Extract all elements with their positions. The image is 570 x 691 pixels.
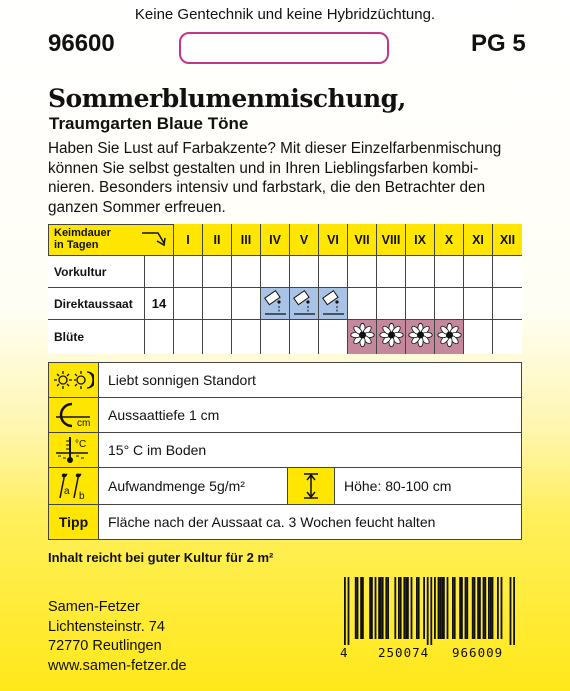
keimdauer-header (48, 224, 174, 256)
location-row (48, 362, 522, 398)
barcode-bar (513, 577, 515, 645)
plant-height-icon (287, 468, 335, 504)
flower-icon (377, 320, 406, 354)
company-address (48, 598, 187, 676)
sowing-seed-icon (319, 288, 348, 320)
calendar-cell (464, 288, 493, 320)
month-header: III (232, 224, 261, 256)
a-label: a (63, 486, 70, 497)
calendar-cell (261, 256, 290, 288)
barcode-group-2: 966009 (452, 645, 504, 660)
gmo-free-note: Keine Gentechnik und keine Hybridzüchtung. (134, 6, 436, 23)
flower-icon (348, 320, 377, 354)
calendar-cell (464, 320, 493, 354)
amount-row (48, 467, 522, 505)
calendar-cell (493, 256, 522, 288)
barcode-bar (360, 577, 362, 639)
month-header: VIII (377, 224, 406, 256)
height-text: Höhe: 80-100 cm (344, 478, 452, 494)
company-street: Lichtensteinstr. 74 (48, 618, 165, 635)
barcode-bar (454, 577, 456, 639)
company-city: 72770 Reutlingen (48, 638, 162, 654)
barcode-bar (497, 577, 499, 639)
sowing-depth-icon (49, 398, 99, 432)
article-number: 96600 (48, 30, 115, 57)
barcode-bar (378, 577, 380, 639)
month-header: XI (464, 224, 493, 256)
barcode-bar (472, 577, 474, 639)
barcode-bar (501, 577, 503, 639)
barcode-bar (385, 577, 387, 639)
company-website: www.samen-fetzer.de (48, 657, 187, 674)
arrow-down-right-icon (140, 230, 168, 250)
barcode-bar (438, 577, 440, 639)
barcode-bar (403, 577, 405, 639)
germination-days-cell (145, 320, 174, 354)
barcode-bar (394, 577, 396, 639)
barcode-bar (348, 577, 350, 645)
month-header: II (203, 224, 232, 256)
sun-halfshade-icon (49, 363, 99, 397)
price-label-box (179, 32, 389, 64)
flower-icon (406, 320, 435, 354)
barcode-first-digit: 4 (340, 645, 348, 660)
barcode-bar (488, 577, 490, 639)
location-text: Liebt sonnigen Standort (108, 372, 256, 388)
calendar-cell (435, 288, 464, 320)
barcode-bar (439, 577, 441, 639)
barcode-bar (371, 577, 373, 639)
germination-days-cell (145, 256, 174, 288)
barcode-bar (423, 577, 425, 639)
description-line: nieren. Besonders intensiv und farbstark, die den Betrachter den (48, 179, 486, 197)
barcode-bar (466, 577, 468, 639)
calendar-cell (203, 256, 232, 288)
b-label: b (78, 491, 85, 502)
barcode-bar (344, 577, 346, 645)
temperature-text: 15° C im Boden (108, 442, 207, 458)
product-description (48, 139, 528, 217)
barcode-bar (387, 577, 389, 639)
sowing-seed-icon (261, 288, 290, 320)
price-group: PG 5 (471, 30, 526, 57)
row-spacing-icon (49, 468, 99, 504)
keimdauer-unit-label: in Tagen (54, 239, 99, 251)
barcode-bar (405, 577, 407, 639)
calendar-cell (406, 256, 435, 288)
tip-row (48, 504, 522, 540)
product-title-text: Sommerblumenmischung (48, 84, 398, 113)
depth-row (48, 397, 522, 433)
calendar-cell (377, 256, 406, 288)
depth-text: Aussaattiefe 1 cm (108, 407, 220, 423)
calendar-cell (232, 288, 261, 320)
calendar-cell (261, 320, 290, 354)
barcode-bar (492, 577, 494, 639)
month-header: V (290, 224, 319, 256)
barcode-bar (434, 577, 436, 639)
calendar-cell (203, 288, 232, 320)
calendar-cell (493, 288, 522, 320)
barcode-bar (362, 577, 364, 639)
calendar-cell (319, 256, 348, 288)
amount-text: Aufwandmenge 5g/m² (108, 478, 245, 494)
barcode-bar (427, 577, 429, 645)
description-line: Haben Sie Lust auf Farbakzente? Mit dieser Einzelfarbenmischung (48, 140, 502, 157)
calendar-row-label: Direktaussaat (48, 288, 145, 320)
barcode-bar (441, 577, 443, 639)
soil-thermometer-icon (49, 433, 99, 467)
month-header: VII (348, 224, 377, 256)
barcode-bar (355, 577, 357, 639)
calendar-cell (348, 256, 377, 288)
barcode-bar (400, 577, 402, 639)
germination-days-cell: 14 (145, 288, 174, 320)
barcode-bar (465, 577, 467, 639)
calendar-cell (435, 256, 464, 288)
calendar-row-label: Vorkultur (48, 256, 145, 288)
calendar-cell (174, 288, 203, 320)
description-line: ganzen Sommer erfreuen. (48, 198, 226, 216)
barcode-bar (510, 577, 512, 645)
calendar-row-label: Blüte (48, 320, 145, 354)
barcode-bar (411, 577, 413, 639)
barcode-bar (483, 577, 485, 639)
month-header: IV (261, 224, 290, 256)
ean-barcode (340, 577, 524, 645)
barcode-bar (416, 577, 418, 639)
calendar-cell (174, 256, 203, 288)
month-header: XII (493, 224, 522, 256)
barcode-bar (398, 577, 400, 639)
cm-label: cm (76, 418, 90, 429)
barcode-bar (447, 577, 449, 639)
barcode-bar (418, 577, 420, 639)
celsius-label: °C (74, 439, 86, 450)
calendar-cell (203, 320, 232, 354)
barcode-bar (479, 577, 481, 639)
barcode-bar (369, 577, 371, 639)
calendar-cell (406, 288, 435, 320)
barcode-bar (357, 577, 359, 639)
product-title-suffix: , (397, 84, 406, 113)
tip-label: Tipp (58, 514, 89, 530)
calendar-cell (493, 320, 522, 354)
company-name: Samen-Fetzer (48, 599, 140, 615)
keimdauer-label: Keimdauer (54, 227, 111, 239)
calendar-cell (290, 256, 319, 288)
calendar-cell (174, 320, 203, 354)
description-line: können Sie selbst gestalten und in Ihren Lieblingsfarben kombi- (48, 159, 479, 177)
barcode-bar (375, 577, 377, 639)
barcode-bar (382, 577, 384, 639)
barcode-bar (461, 577, 463, 639)
tip-text: Fläche nach der Aussaat ca. 3 Wochen feucht halten (108, 514, 436, 530)
barcode-bar (490, 577, 492, 639)
barcode-group-1: 250074 (378, 645, 430, 660)
calendar-cell (319, 320, 348, 354)
calendar-cell (377, 288, 406, 320)
tip-label-cell (49, 505, 99, 539)
product-subtitle: Traumgarten Blaue Töne (49, 114, 249, 133)
month-header: IX (406, 224, 435, 256)
barcode-bar (380, 577, 382, 639)
month-header: I (174, 224, 203, 256)
barcode-bar (474, 577, 476, 639)
month-header: X (435, 224, 464, 256)
calendar-cell (232, 256, 261, 288)
flower-icon (435, 320, 464, 354)
temperature-row (48, 432, 522, 468)
barcode-bar (484, 577, 486, 639)
calendar-cell (232, 320, 261, 354)
barcode-bar (443, 577, 445, 639)
barcode-bar (407, 577, 409, 639)
month-header: VI (319, 224, 348, 256)
calendar-cell (290, 320, 319, 354)
barcode-bar (452, 577, 454, 639)
barcode-bar (430, 577, 432, 645)
product-title (48, 84, 406, 113)
sowing-seed-icon (290, 288, 319, 320)
calendar-cell (348, 288, 377, 320)
barcode-bar (459, 577, 461, 639)
content-note: Inhalt reicht bei guter Kultur für 2 m² (48, 550, 274, 565)
sowing-calendar (48, 224, 522, 354)
barcode-bar (477, 577, 479, 639)
calendar-cell (464, 256, 493, 288)
